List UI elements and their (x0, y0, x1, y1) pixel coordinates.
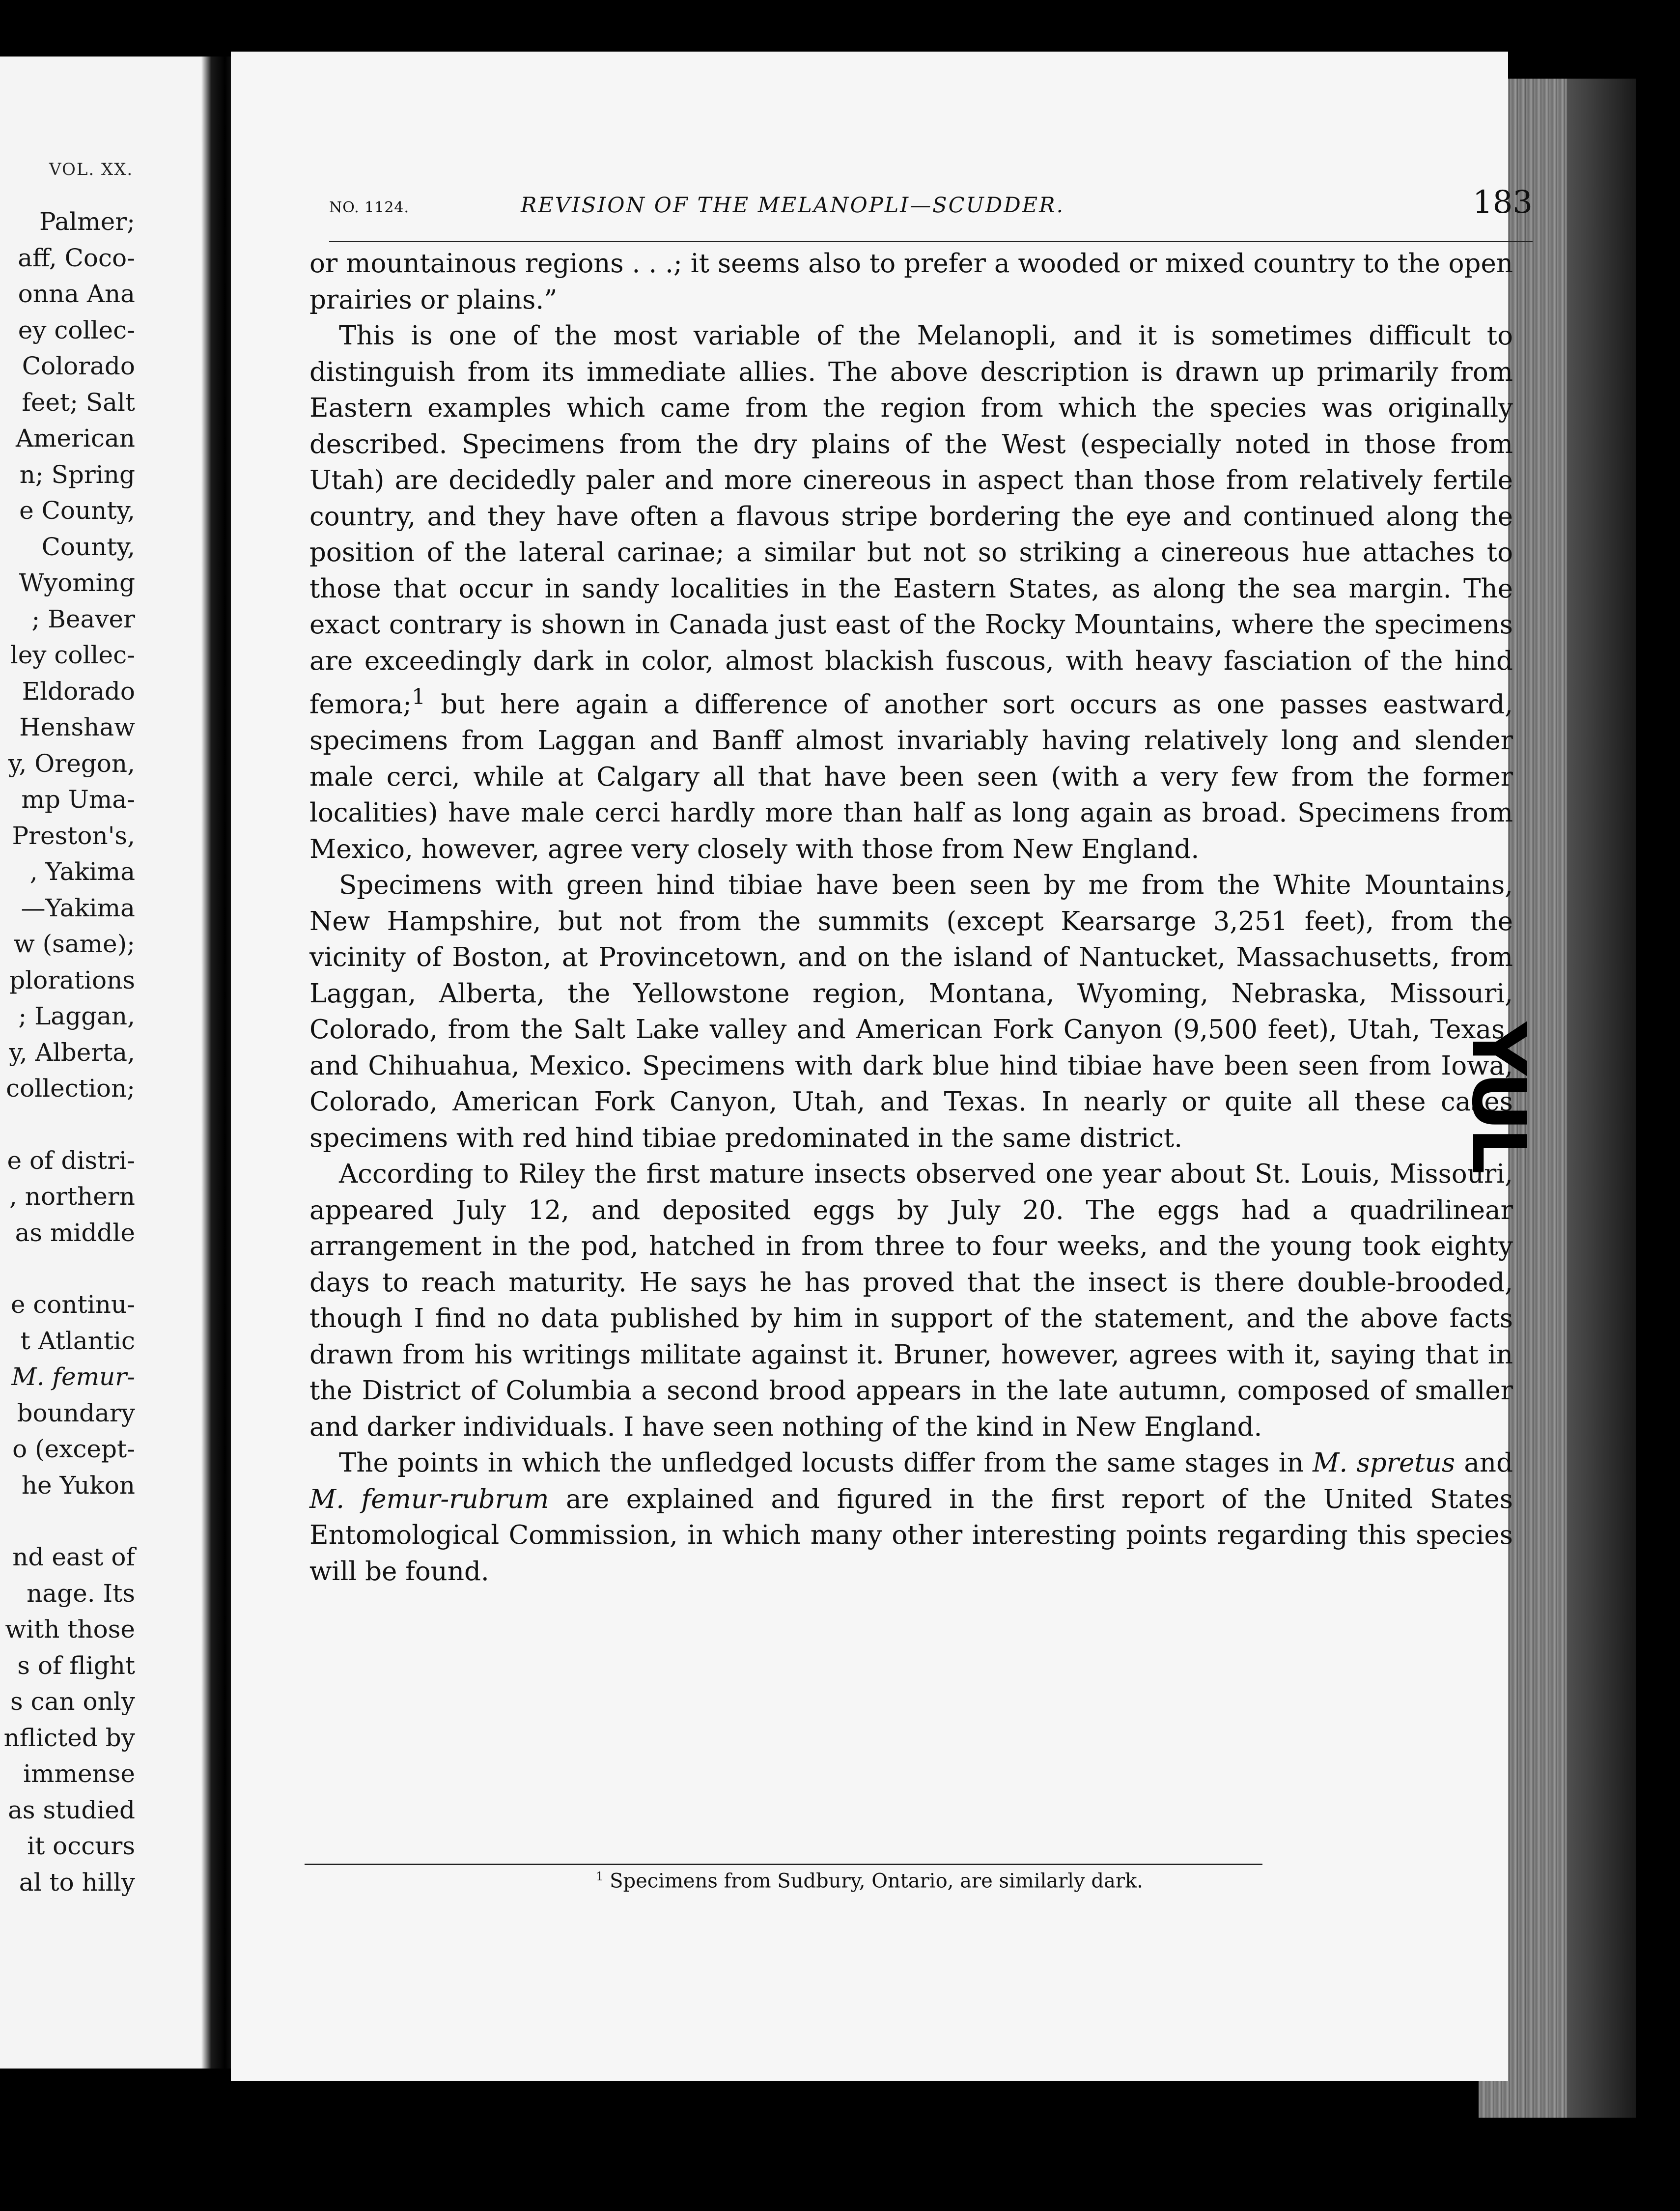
left-page-line: t Atlantic (20, 1326, 135, 1355)
running-title: REVISION OF THE MELANOPLI—SCUDDER. (521, 193, 1065, 218)
left-page-line: e of distri- (7, 1146, 135, 1175)
footnote-text: Specimens from Sudbury, Ontario, are similarly dark. (610, 1870, 1143, 1893)
page-number: 183 (1472, 184, 1533, 221)
left-page-line: , northern (9, 1182, 135, 1211)
paragraph-2 (309, 318, 1513, 867)
left-page-line: s can only (10, 1687, 135, 1716)
left-page-line: American (15, 424, 135, 453)
footnote-ref: 1 (411, 684, 426, 709)
paragraph-2-text-b: but here again a difference of another sort occurs as one passes eastward, specimens from Laggan and Banff almost invariably having relatively long and slender male cerci, while at Calgary all that have been seen (with a very few from the former localities) have male cerci hardly more than half as long again as broad. Specimens from Mexico, however, agree very closely with those from New England. (309, 689, 1513, 864)
paragraph-5-text-c: are explained and figured in the first report of the United States Entomological Commission, in which many other interesting points regarding this species will be found. (309, 1484, 1513, 1587)
paragraph-3: Specimens with green hind tibiae have been seen by me from the White Mountains, New Hampshire, but not from the summits (except Kearsarge 3,251 feet), from the vicinity of Boston, at Provincetown, and on the island of Nantucket, Massachusetts, from Laggan, Alberta, the Yellowstone region, Montana, Wyoming, Nebraska, Missouri, Colorado, from the Salt Lake valley and American Fork Canyon (9,500 feet), Utah, Texas, and Chihuahua, Mexico. Specimens with dark blue hind tibiae have been seen from Iowa, Colorado, American Fork Canyon, Utah, and Texas. In nearly or quite all these cases specimens with red hind tibiae predominated in the same district. (309, 870, 1513, 1153)
left-page (0, 57, 209, 2069)
left-page-line: —Yakima (21, 893, 135, 922)
left-page-line: nd east of (12, 1543, 135, 1571)
library-stamp: YUL (1456, 1022, 1541, 1171)
left-page-line (4, 1503, 135, 1539)
left-page-line: Wyoming (19, 568, 135, 597)
paragraph-4: According to Riley the first mature insects observed one year about St. Louis, Missouri, appeared July 12, and deposited eggs by July 20. The eggs had a quadrilinear arrangement in the pod, hatched in from three to four weeks, and the young took eighty days to reach maturity. He says he has proved that the insect is there double-brooded, though I find no data published by him in support of the statement, and the above facts drawn from his writings militate against it. Bruner, however, agrees with it, saying that in the District of Columbia a second brood appears in the late autumn, composed of smaller and darker individuals. I have seen nothing of the kind in New England. (309, 1159, 1513, 1442)
footnote-mark: 1 (596, 1870, 604, 1883)
left-page-line: collection; (6, 1074, 135, 1103)
paragraph-5 (309, 1445, 1513, 1589)
left-page-line: e County, (19, 496, 135, 525)
left-page-line: County, (41, 532, 135, 561)
left-page-line: Preston's, (12, 821, 135, 850)
left-page-line: with those (5, 1615, 135, 1644)
left-page-line: ey collec- (18, 315, 135, 344)
left-page-line: as middle (15, 1218, 135, 1247)
left-page-line: w (same); (13, 930, 135, 958)
left-page-header: VOL. XX. (49, 160, 134, 179)
left-page-line: ley collec- (10, 641, 135, 669)
paragraph-5-text-a: The points in which the unfledged locusts differ from the same stages in (339, 1448, 1313, 1478)
paragraph-1: or mountainous regions . . .; it seems also to prefer a wooded or mixed country to the open prairies or plains.” (309, 249, 1513, 315)
left-page-line: Palmer; (39, 207, 135, 236)
left-page-line: it occurs (27, 1832, 135, 1860)
header-rule (329, 241, 1533, 242)
left-page-line: , Yakima (29, 857, 135, 886)
species-spretus: M. spretus (1313, 1448, 1456, 1478)
body-text (309, 246, 1513, 1589)
left-page-line: onna Ana (18, 280, 135, 308)
left-page-line: y, Alberta, (9, 1038, 135, 1067)
right-page (231, 52, 1533, 2081)
left-page-line: ; Beaver (31, 604, 135, 633)
left-page-line: Eldorado (22, 677, 135, 706)
left-page-line: Colorado (22, 352, 135, 380)
left-page-line: o (except- (12, 1435, 135, 1463)
left-page-line: boundary (17, 1398, 135, 1427)
footnote-rule (305, 1864, 1262, 1865)
left-page-line (4, 1251, 135, 1287)
left-page-line: ; Laggan, (18, 1002, 135, 1030)
left-page-line: s of flight (17, 1651, 135, 1680)
left-page-line: e continu- (10, 1290, 135, 1319)
species-femur-rubrum: M. femur-rubrum (309, 1484, 549, 1514)
left-page-line: feet; Salt (22, 388, 135, 417)
left-page-text (4, 204, 135, 1900)
issue-number: NO. 1124. (329, 199, 410, 216)
left-page-line (4, 1107, 135, 1143)
left-page-line: plorations (9, 965, 135, 994)
left-page-line: immense (23, 1759, 135, 1788)
left-page-line: aff, Coco- (18, 243, 135, 272)
left-page-line: he Yukon (21, 1471, 135, 1500)
paragraph-2-text-a: This is one of the most variable of the Melanopli, and it is sometimes difficult to distinguish from its immediate allies. The above description is drawn up primarily from Eastern examples which came from the region from which the species was originally described. Specimens from the dry plains of the West (especially noted in those from Utah) are decidedly paler and more cinereous in aspect than those from relatively fertile country, and they have often a flavous stripe bordering the eye and continued along the position of the lateral carinae; a similar but not so striking a cinereous hue attaches to those that occur in sandy localities in the Eastern States, as along the sea margin. The exact contrary is shown in Canada just east of the Rocky Mountains, where the specimens are exceedingly dark in color, almost blackish fuscous, with heavy fasciation of the hind femora; (309, 321, 1513, 720)
left-page-line: y, Oregon, (8, 749, 135, 778)
left-page-line: al to hilly (19, 1868, 135, 1897)
paragraph-5-text-b: and (1455, 1448, 1513, 1478)
left-page-line: mp Uma- (21, 785, 135, 814)
running-header (329, 184, 1533, 228)
left-page-line: M. femur- (11, 1362, 135, 1391)
left-page-line: nflicted by (3, 1723, 135, 1752)
left-page-line: nage. Its (27, 1579, 135, 1608)
left-page-line: Henshaw (19, 713, 135, 741)
left-page-line: n; Spring (19, 460, 135, 489)
left-page-line: as studied (8, 1795, 135, 1824)
footnote (231, 1870, 1508, 1892)
page-edges-shadow (1567, 79, 1636, 2118)
